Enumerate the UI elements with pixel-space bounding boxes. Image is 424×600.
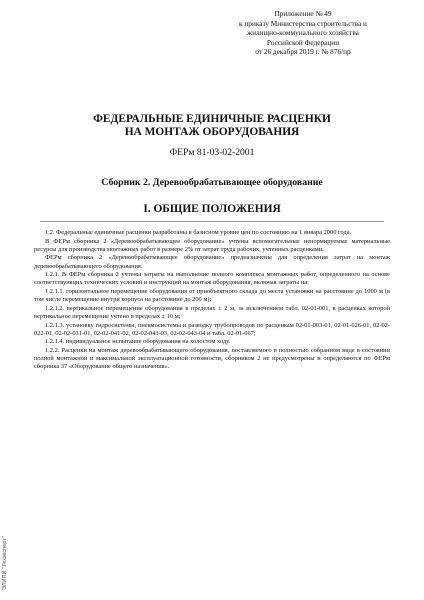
appendix-line: от 26 декабря 2019 г. № 876/пр <box>255 47 351 57</box>
body-text <box>34 229 390 372</box>
appendix-line: Российской Федерации <box>266 37 340 47</box>
paragraph: ФЕРм сборника 2 «Деревообрабатывающее оборудование» предназначены для определения затрат на монтаж деревообрабатывающего оборудования. <box>34 254 390 270</box>
paragraph: 1.2.1.2. вертикальное перемещение оборудования в пределах ± 2 м, за исключением табл. 02-01-001, в расценках которой вертикальное перемещение учтено в пределах ± 10 м; <box>34 304 390 320</box>
paragraph: 1.2.2. Расценки на монтаж деревообрабатывающего оборудования, поставляемого в полностью собранном виде в состоянии полной монтажной и максимальной эксплуатационной готовности, сборником 2 не предусмотрены и определяются по ФЕРм сборника 37 «Оборудование общего назначения». <box>34 347 390 371</box>
title-line-1: ФЕДЕРАЛЬНЫЕ ЕДИНИЧНЫЕ РАСЦЕНКИ <box>93 113 331 125</box>
document-title <box>40 113 384 139</box>
section-divider <box>40 221 384 222</box>
paragraph: В ФЕРм сборника 2 «Деревообрабатывающее оборудование» учтены вспомогательные ненормируемые материальные ресурсы для производства монтажных работ в размере 2% от затрат труда рабочих, учтенных расценками. <box>34 237 390 253</box>
appendix-line: жилищно-коммунального хозяйства <box>247 28 359 38</box>
appendix-reference <box>200 9 406 57</box>
document-code: ФЕРм 81-03-02-2001 <box>169 147 255 158</box>
appendix-line: к приказу Министерства строительства и <box>239 18 367 28</box>
paragraph: 1.2. Федеральные единичные расценки разработаны в базисном уровне цен по состоянию на 1 январа 2000 года. <box>45 229 352 236</box>
paragraph: 1.2.1.3. установку гидросистемы, пневмосистемы и разводку трубопроводов по расценкам 02-01-003-01, 02-01-026-01, 02-02-022-01, 02-02-031-01, 02-02-041-02, 02-02-043-03, 02-02-043-04 и табл. 02-01-067; <box>34 321 390 337</box>
paragraph: 1.2.1. В ФЕРм сборника 2 учтены затраты на выполнение полного комплекса монтажных работ, определенного на основе соответствующих технических условий и инструкций на монтаж оборудования, включая затраты на: <box>34 271 390 287</box>
paragraph: 1.2.1.4. индивидуальное испытание оборудования на холостом ходу. <box>45 338 231 346</box>
side-stamp: ЭЛИПИ "Техэксперт" <box>2 536 8 590</box>
section-heading: I. ОБЩИЕ ПОЛОЖЕНИЯ <box>143 203 281 215</box>
appendix-line: Приложение № 49 <box>274 9 332 18</box>
paragraph: 1.2.1.1. горизонтальное перемещение оборудования от приобъектного склада до места установки на расстояние до 1000 м (в том числе перемещение внутри корпуса на расстояние до 200 м); <box>34 288 390 304</box>
title-line-2: НА МОНТАЖ ОБОРУДОВАНИЯ <box>124 126 300 138</box>
collection-title: Сборник 2. Деревообрабатывающее оборудование <box>101 177 323 188</box>
